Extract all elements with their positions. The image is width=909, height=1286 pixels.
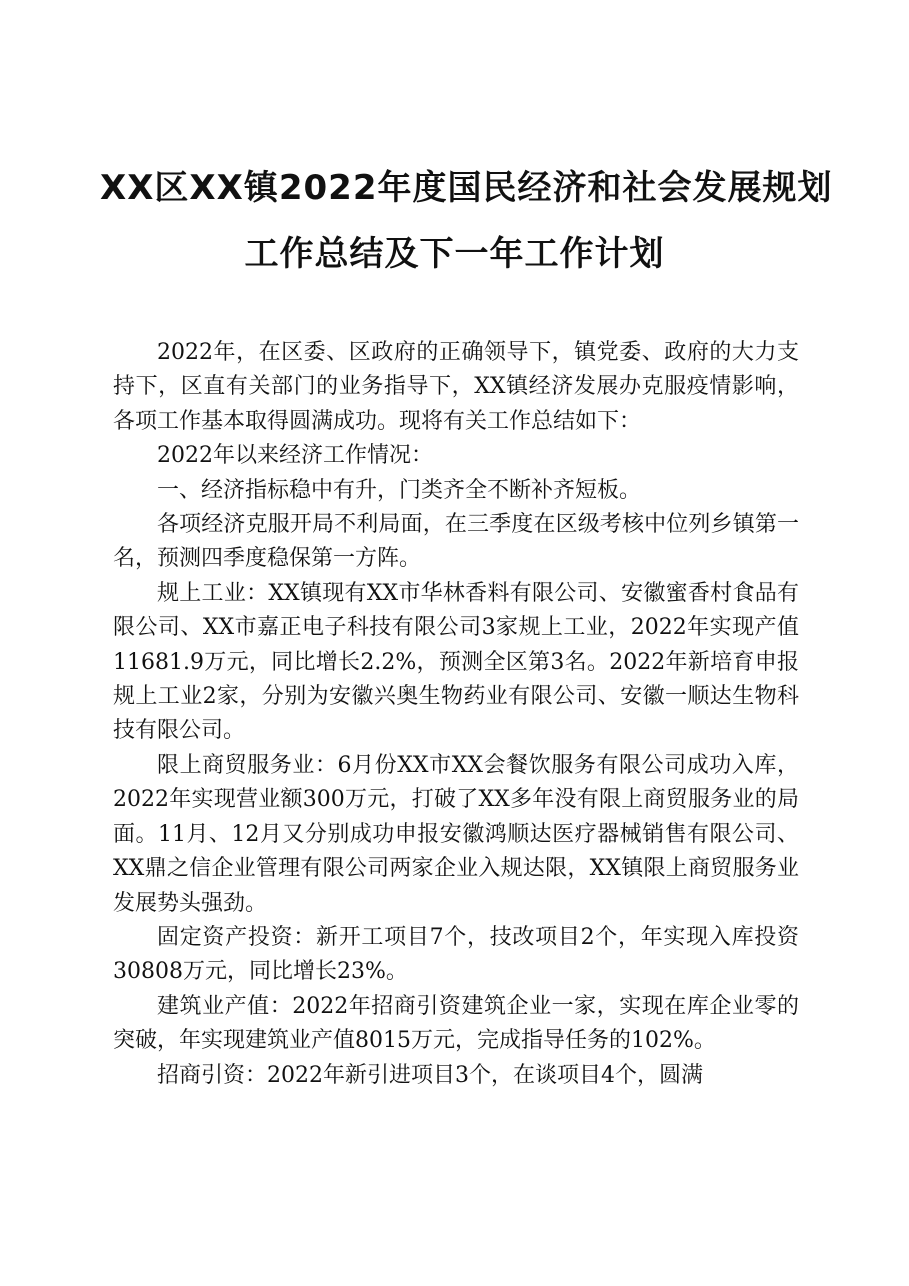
paragraph-commerce: 限上商贸服务业：6月份XX市XX会餐饮服务有限公司成功入库，2022年实现营业额300万元，打破了XX多年没有限上商贸服务业的局面。11月、12月又分别成功申报安徽鸿顺达医疗器械销售有限公司、XX鼎之信企业管理有限公司两家企业入规达限，XX镇限上商贸服务业发展势头强劲。 [113,752,799,916]
paragraph-section-heading: 2022年以来经济工作情况： [157,443,433,469]
paragraph-subheading-1: 一、经济指标稳中有升，门类齐全不断补齐短板。 [157,477,642,503]
paragraph-intro: 2022年，在区委、区政府的正确领导下，镇党委、政府的大力支持下，区直有关部门的业务指导下，XX镇经济发展办克服疫情影响，各项工作基本取得圆满成功。现将有关工作总结如下： [113,340,799,434]
paragraph-construction: 建筑业产值：2022年招商引资建筑企业一家，实现在库企业零的突破，年实现建筑业产值8015万元，完成指导任务的102%。 [113,993,799,1054]
paragraph-investment: 固定资产投资：新开工项目7个，技改项目2个，年实现入库投资30808万元，同比增长23%。 [113,924,799,985]
paragraph-attraction: 招商引资：2022年新引进项目3个，在谈项目4个，圆满 [157,1062,703,1088]
document-title-line-2: 工作总结及下一年工作计划 [244,234,665,274]
paragraph-overview: 各项经济克服开局不利局面，在三季度在区级考核中位列乡镇第一名，预测四季度稳保第一方阵。 [113,512,799,572]
document-body [113,336,799,1093]
document-title-line-1: XX区XX镇2022年度国民经济和社会发展规划 [100,168,833,208]
paragraph-industry: 规上工业：XX镇现有XX市华林香料有限公司、安徽蜜香村食品有限公司、XX市嘉正电子科技有限公司3家规上工业，2022年实现产值11681.9万元，同比增长2.2%，预测全区第3名。2022年新培育申报规上工业2家，分别为安徽兴奥生物药业有限公司、安徽一顺达生物科技有限公司。 [113,580,799,744]
